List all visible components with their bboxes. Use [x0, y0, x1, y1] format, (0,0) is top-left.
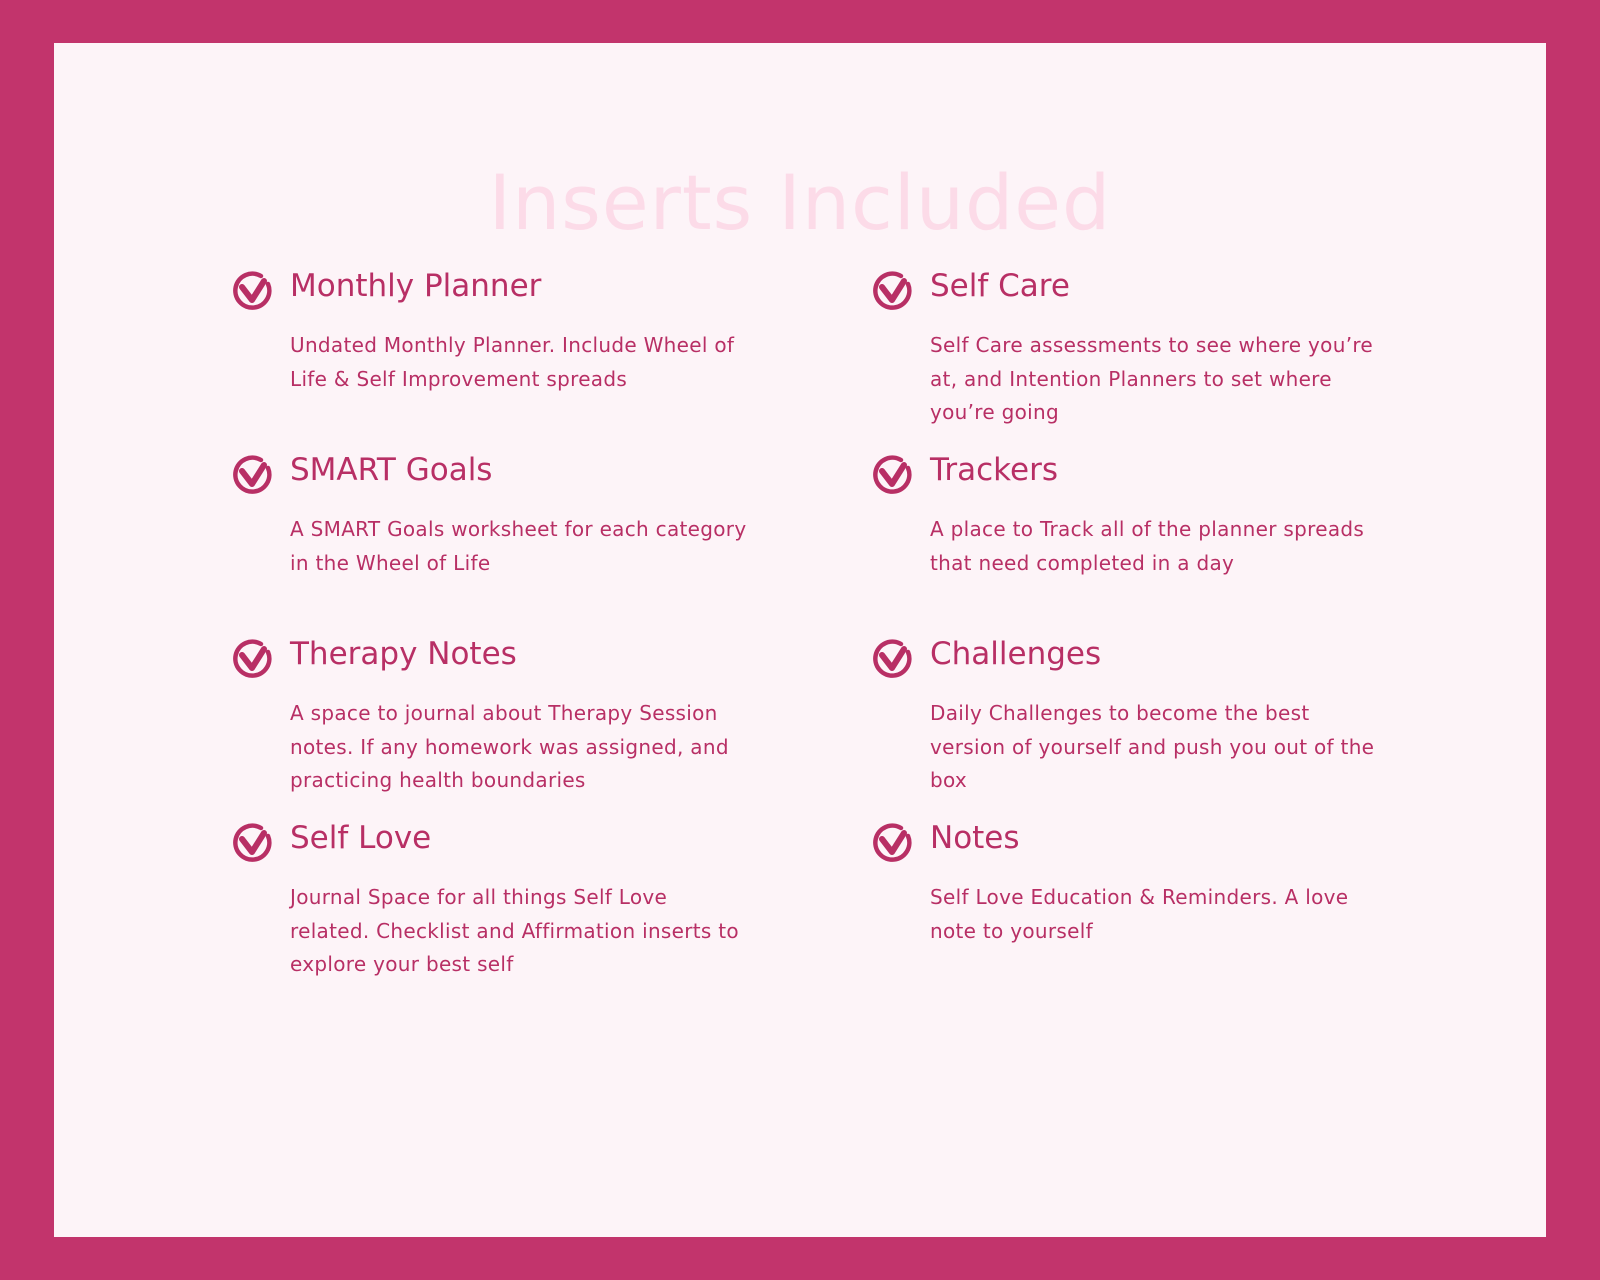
check-circle-icon: [871, 821, 913, 863]
check-circle-icon: [871, 269, 913, 311]
insert-description: A SMART Goals worksheet for each category in the Wheel of Life: [290, 517, 747, 575]
insert-title: Therapy Notes: [290, 636, 517, 672]
insert-title: Notes: [930, 820, 1020, 856]
insert-page: [54, 43, 1546, 1237]
insert-description: Journal Space for all things Self Love related. Checklist and Affirmation inserts to explore your best self: [290, 885, 739, 976]
insert-title: SMART Goals: [290, 452, 493, 488]
insert-description: A place to Track all of the planner spreads that need completed in a day: [930, 517, 1365, 575]
insert-title: Monthly Planner: [290, 268, 542, 304]
page-title: Inserts Included: [488, 158, 1112, 247]
insert-title: Challenges: [930, 636, 1102, 672]
check-circle-icon: [871, 637, 913, 679]
insert-description: Self Love Education & Reminders. A love note to yourself: [930, 885, 1349, 943]
insert-description: Undated Monthly Planner. Include Wheel of Life & Self Improvement spreads: [290, 333, 735, 391]
insert-description: Daily Challenges to become the best version of yourself and push you out of the box: [930, 701, 1375, 792]
check-circle-icon: [231, 269, 273, 311]
check-circle-icon: [231, 453, 273, 495]
check-circle-icon: [231, 637, 273, 679]
check-circle-icon: [871, 453, 913, 495]
insert-title: Self Love: [290, 820, 432, 856]
insert-description: Self Care assessments to see where you’re at, and Intention Planners to set where you’re going: [930, 333, 1374, 424]
insert-description: A space to journal about Therapy Session notes. If any homework was assigned, and practicing health boundaries: [290, 701, 729, 792]
check-circle-icon: [231, 821, 273, 863]
insert-title: Trackers: [930, 452, 1058, 488]
insert-title: Self Care: [930, 268, 1070, 304]
